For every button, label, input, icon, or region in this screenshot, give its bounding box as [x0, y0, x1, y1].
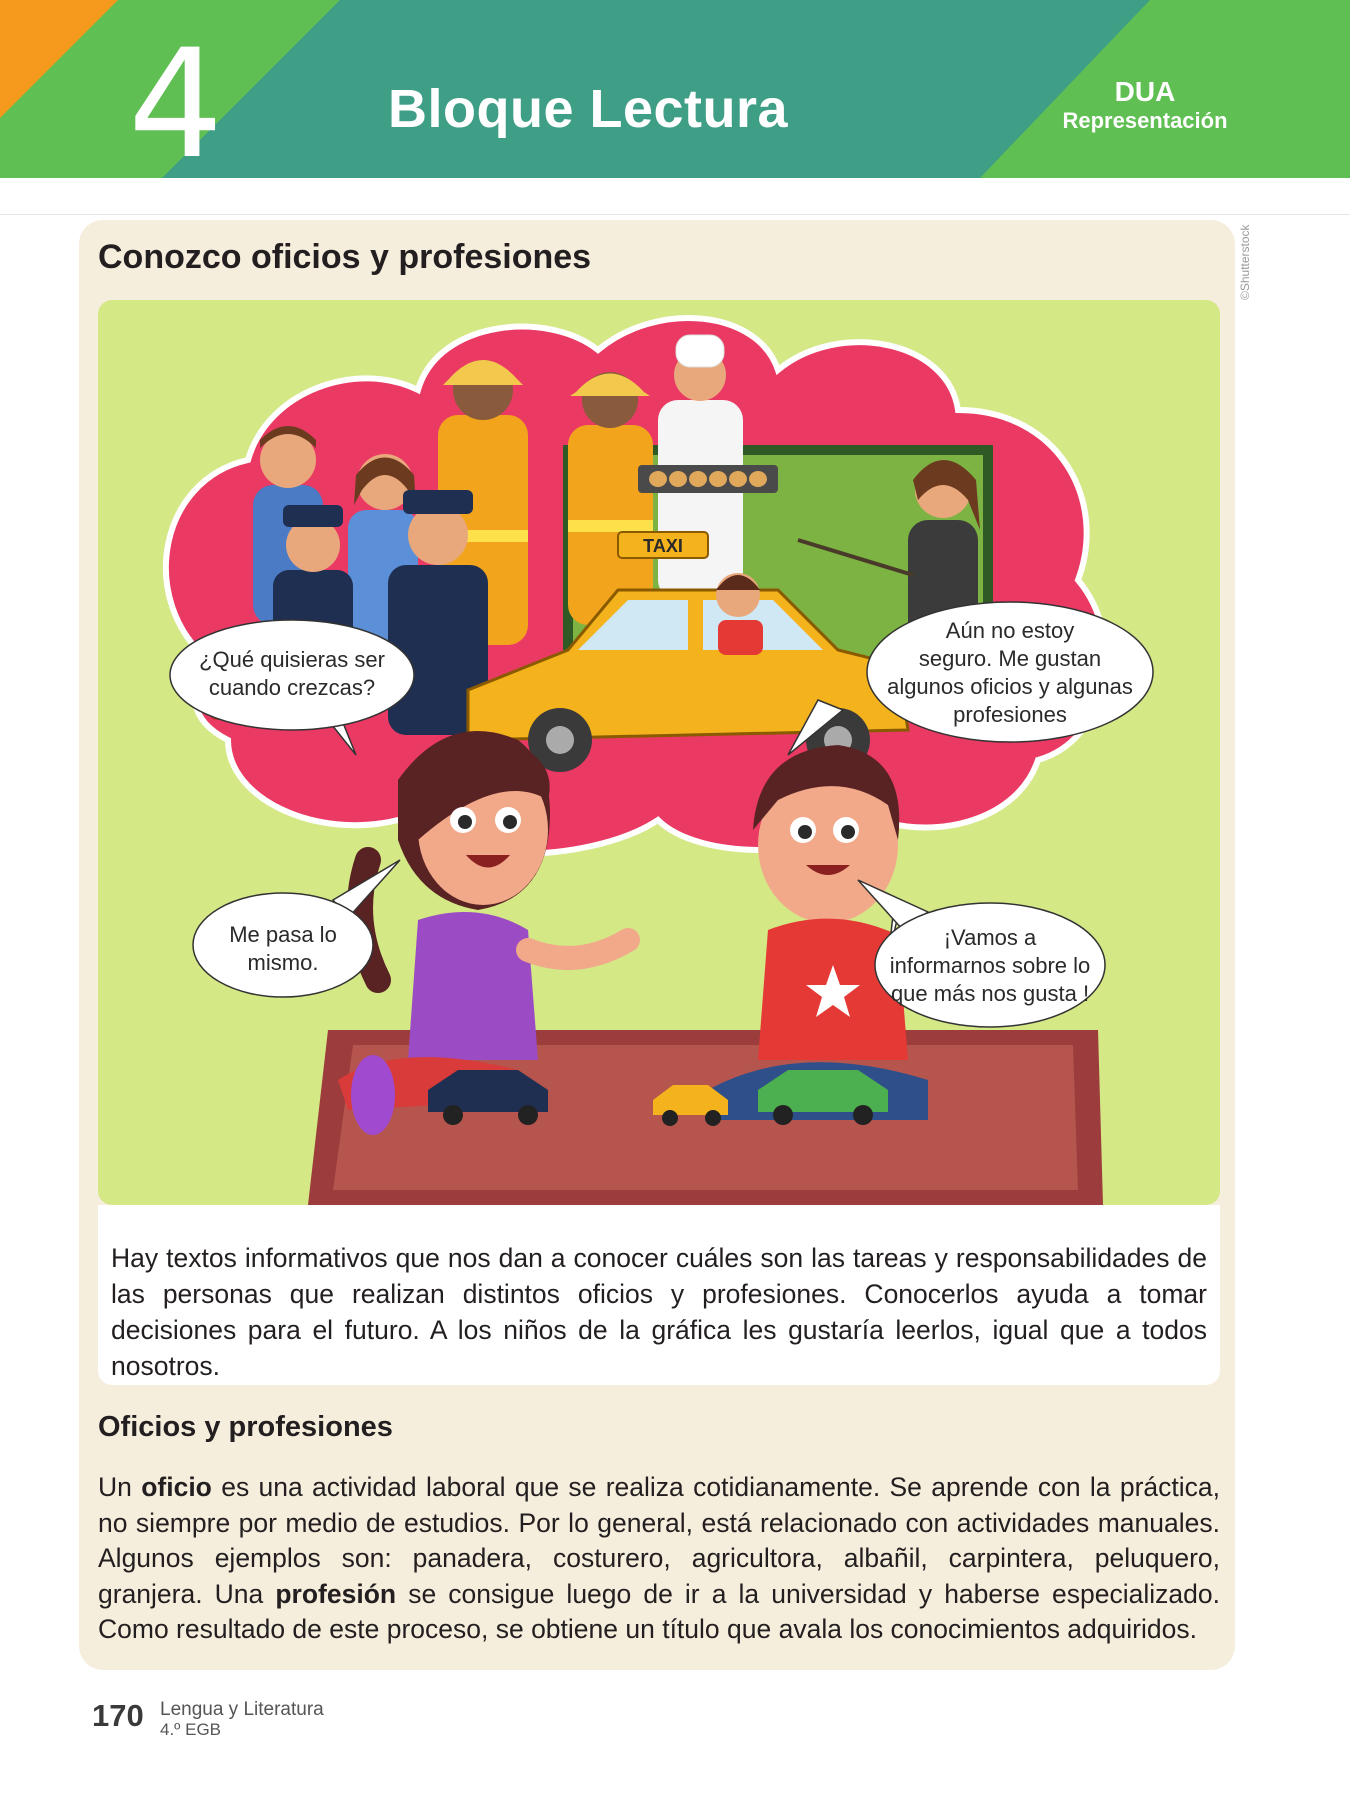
bubble-boy-proposal-line-1: ¡Vamos a [943, 925, 1037, 950]
bubble-boy-answer-line-3: algunos oficios y algunas [887, 674, 1133, 699]
footer-grade: 4.º EGB [160, 1720, 222, 1739]
dua-label: DUA [1114, 76, 1176, 107]
bubble-girl-question-line-1: ¿Qué quisieras ser [199, 647, 385, 672]
illustration [98, 300, 1220, 1205]
bubble-girl-question-line-2: cuando crezcas? [208, 675, 376, 700]
bubble-boy-answer-line-1: Aún no estoy [945, 618, 1075, 643]
info-paragraph: Hay textos informativos que nos dan a conocer cuáles son las tareas y responsabilidades de las personas que realizan distintos oficios y profesiones. Conocerlos ayuda a tomar decisiones para el futuro. A los niños de la gráfica les gustaría leerlos, igual que a todos nosotros. [111, 1243, 1207, 1381]
bubble-boy-proposal-line-2: informarnos sobre lo [889, 953, 1091, 978]
section-title: Conozco oficios y profesiones [98, 238, 592, 276]
taxi-sign: TAXI [643, 536, 683, 556]
footer-subject: Lengua y Literatura [160, 1699, 324, 1720]
term-profesion: profesión [275, 1578, 397, 1609]
block-title: Bloque Lectura [388, 79, 789, 139]
definition-paragraph [98, 1470, 1220, 1648]
p1-before: Un [98, 1472, 142, 1502]
bubble-boy-answer-line-2: seguro. Me gustan [918, 646, 1102, 671]
block-number: 4 [128, 18, 224, 178]
image-credit: ©Shutterstock [1238, 224, 1252, 300]
p1-after: es una actividad laboral que se realiza cotidianamente. Se aprende con la práctica, no siempre por medio de estudios. Por lo general, está relacionado con actividades manuales. Algunos ejemplos son: panadera, costurero, agricultora, albañil, carpintera, peluquero, granjera. Una [98, 1472, 1220, 1609]
dua-subtitle: Representación [1062, 108, 1228, 133]
subsection-title: Oficios y profesiones [98, 1411, 393, 1443]
page-number: 170 [92, 1698, 144, 1733]
header-banner [0, 0, 1350, 178]
bubble-girl-reply-line-2: mismo. [247, 950, 319, 975]
bubble-boy-answer-line-4: profesiones [953, 702, 1067, 727]
p2-after: se consigue luego de ir a la universidad y haberse especializado. Como resultado de este proceso, se obtiene un título que avala los conocimientos adquiridos. [98, 1578, 1220, 1644]
header-divider [0, 214, 1350, 215]
bubble-girl-reply-line-1: Me pasa lo [229, 922, 337, 947]
bubble-boy-proposal-line-3: que más nos gusta ! [890, 981, 1090, 1006]
term-oficio: oficio [141, 1472, 212, 1502]
